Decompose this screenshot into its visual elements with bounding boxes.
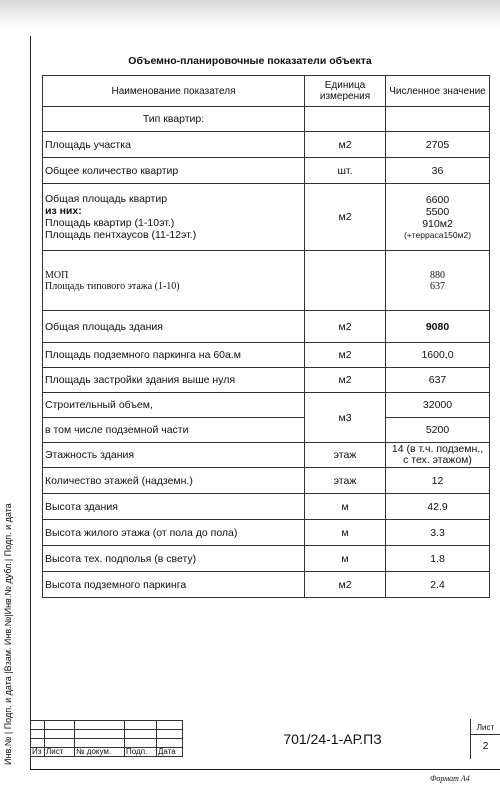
header-value: Численное значение <box>386 76 490 107</box>
row-name: Высота жилого этажа (от пола до пола) <box>43 520 305 546</box>
row-name: Общее количество квартир <box>43 158 305 184</box>
row-value: 1600,0 <box>386 343 490 368</box>
table-header-row <box>43 76 490 107</box>
stamp-label-sheet: Лист <box>45 748 75 757</box>
row-name: Площадь подземного паркинга на 60а.м <box>43 343 305 368</box>
row-name-line: МОП <box>45 269 69 281</box>
row-value: 14 (в т.ч. подземн., с тех. этажом) <box>386 443 490 468</box>
row-unit: этаж <box>305 468 386 494</box>
row-value-line: 880 <box>430 269 445 281</box>
row-value-multiline <box>386 184 490 251</box>
table-row <box>43 572 490 598</box>
header-unit: Единица измерения <box>305 76 386 107</box>
row-name: Строительный объем, <box>43 393 305 418</box>
title-block-grid <box>30 720 183 757</box>
row-name-multiline <box>43 251 305 311</box>
row-value: 42.9 <box>386 494 490 520</box>
table-row <box>43 520 490 546</box>
table-row <box>43 184 490 251</box>
sheet-number: 2 <box>482 741 489 752</box>
document-code: 701/24-1-АР.ПЗ <box>283 731 382 747</box>
stamp-label-date: Дата <box>157 748 183 757</box>
row-value-line: 910м2 <box>422 218 453 230</box>
row-unit: м2 <box>305 572 386 598</box>
table-row <box>43 158 490 184</box>
row-name: Площадь застройки здания выше нуля <box>43 368 305 393</box>
stamp-label-doc-number: № докум. <box>75 748 125 757</box>
sheet-divider <box>471 734 500 735</box>
row-unit: м <box>305 546 386 572</box>
row-value-line: (+терраса150м2) <box>403 230 472 240</box>
page-top-shadow <box>0 0 500 30</box>
table-row <box>43 107 490 132</box>
row-name: Количество этажей (надземн.) <box>43 468 305 494</box>
row-unit: этаж <box>305 443 386 468</box>
row-unit: м2 <box>305 184 386 251</box>
row-name: Площадь участка <box>43 132 305 158</box>
row-value <box>386 107 490 132</box>
row-value: 36 <box>386 158 490 184</box>
row-name: Высота подземного паркинга <box>43 572 305 598</box>
row-value: 2.4 <box>386 572 490 598</box>
row-unit <box>305 107 386 132</box>
row-value: 3.3 <box>386 520 490 546</box>
row-value-line: 5500 <box>425 206 450 218</box>
row-value: 9080 <box>386 311 490 343</box>
row-value-multiline <box>386 251 490 311</box>
sheet-label: Лист <box>476 723 495 732</box>
row-value: 637 <box>386 368 490 393</box>
row-value: 2705 <box>386 132 490 158</box>
row-name: Тип квартир: <box>43 107 305 132</box>
table-row <box>43 368 490 393</box>
row-value-line: 6600 <box>425 194 450 206</box>
row-name-line: Площадь типового этажа (1-10) <box>45 280 180 292</box>
table-row <box>43 343 490 368</box>
table-row <box>43 132 490 158</box>
table-row <box>43 311 490 343</box>
table-row <box>43 468 490 494</box>
row-name-line: Площадь квартир (1-10эт.) <box>45 217 175 229</box>
row-name-line: из них: <box>45 205 82 217</box>
row-value: 12 <box>386 468 490 494</box>
header-name: Наименование показателя <box>43 76 305 107</box>
row-name: Общая площадь здания <box>43 311 305 343</box>
row-unit: м2 <box>305 311 386 343</box>
row-unit: м <box>305 520 386 546</box>
stamp-label-change: Из <box>31 748 45 757</box>
side-stamp-text: Инв.№ | Подп. и дата |Взам. Инв.№|Инв.№ дубл.| Подп. и дата <box>3 503 13 765</box>
format-label: Формат А4 <box>430 774 470 783</box>
row-value: 1.8 <box>386 546 490 572</box>
row-name: в том числе подземной части <box>43 418 305 443</box>
row-name-line: Общая площадь квартир <box>45 193 168 205</box>
row-unit: м2 <box>305 343 386 368</box>
row-name-line: Площадь пентхаусов (11-12эт.) <box>45 229 197 241</box>
stamp-label-signature: Подп. <box>125 748 157 757</box>
table-row <box>43 418 490 443</box>
row-unit <box>305 251 386 311</box>
table-row <box>43 393 490 418</box>
row-unit: шт. <box>305 158 386 184</box>
row-name: Высота тех. подполья (в свету) <box>43 546 305 572</box>
row-unit: м3 <box>305 393 386 443</box>
table-row <box>43 443 490 468</box>
indicators-table <box>42 75 490 598</box>
table-row <box>43 494 490 520</box>
row-unit: м2 <box>305 368 386 393</box>
row-unit: м2 <box>305 132 386 158</box>
sheet-box <box>470 719 500 759</box>
row-name-multiline <box>43 184 305 251</box>
row-value: 5200 <box>386 418 490 443</box>
document-title: Объемно-планировочные показатели объекта <box>128 55 372 67</box>
row-name: Этажность здания <box>43 443 305 468</box>
row-name: Высота здания <box>43 494 305 520</box>
row-value-line: 637 <box>430 280 445 292</box>
table-row <box>43 546 490 572</box>
table-row <box>43 251 490 311</box>
row-unit: м <box>305 494 386 520</box>
row-value: 32000 <box>386 393 490 418</box>
